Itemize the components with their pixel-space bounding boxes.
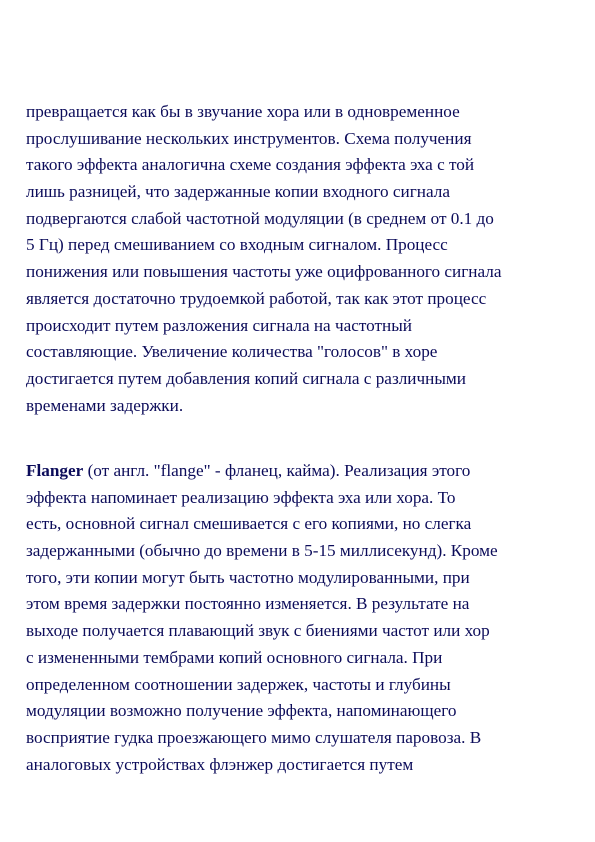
text-line: составляющие. Увеличение количества "голосов" в хоре <box>26 342 438 362</box>
text-line: выходе получается плавающий звук с биениями частот или хор <box>26 621 490 641</box>
paragraph-chorus <box>26 99 581 419</box>
text-line: 5 Гц) перед смешиванием со входным сигналом. Процесс <box>26 235 448 255</box>
text-line: лишь разницей, что задержанные копии входного сигнала <box>26 182 450 202</box>
text-line: аналоговых устройствах флэнжер достигается путем <box>26 754 414 774</box>
text-line: такого эффекта аналогична схеме создания эффекта эха с той <box>26 155 475 175</box>
flanger-definition: (от англ. "flange" - фланец, кайма). Реализация этого <box>83 461 471 480</box>
text-line: задержанными (обычно до времени в 5-15 миллисекунд). Кроме <box>26 541 498 561</box>
text-line: этом время задержки постоянно изменяется. В результате на <box>26 594 470 614</box>
text-line: модуляции возможно получение эффекта, напоминающего <box>26 701 457 721</box>
text-line: достигается путем добавления копий сигнала с различными <box>26 368 466 388</box>
text-line: того, эти копии могут быть частотно модулированными, при <box>26 567 470 587</box>
text-line: прослушивание нескольких инструментов. Схема получения <box>26 128 472 148</box>
text-line: превращается как бы в звучание хора или в одновременное <box>26 102 460 121</box>
text-line <box>26 458 581 485</box>
text-line: происходит путем разложения сигнала на частотный <box>26 315 412 335</box>
text-line: определенном соотношении задержек, частоты и глубины <box>26 674 451 694</box>
flanger-term: Flanger <box>26 461 84 480</box>
text-line: восприятие гудка проезжающего мимо слушателя паровоза. В <box>26 727 482 747</box>
text-line: временами задержки. <box>26 395 184 415</box>
paragraph-flanger <box>26 458 581 778</box>
text-line: понижения или повышения частоты уже оцифрованного сигнала <box>26 262 502 282</box>
text-line: подвергаются слабой частотной модуляции (в среднем от 0.1 до <box>26 208 494 228</box>
text-line: с измененными тембрами копий основного сигнала. При <box>26 647 443 667</box>
text-line: является достаточно трудоемкой работой, так как этот процесс <box>26 288 487 308</box>
text-line: есть, основной сигнал смешивается с его копиями, но слегка <box>26 514 472 534</box>
text-line: эффекта напоминает реализацию эффекта эха или хора. То <box>26 487 456 507</box>
